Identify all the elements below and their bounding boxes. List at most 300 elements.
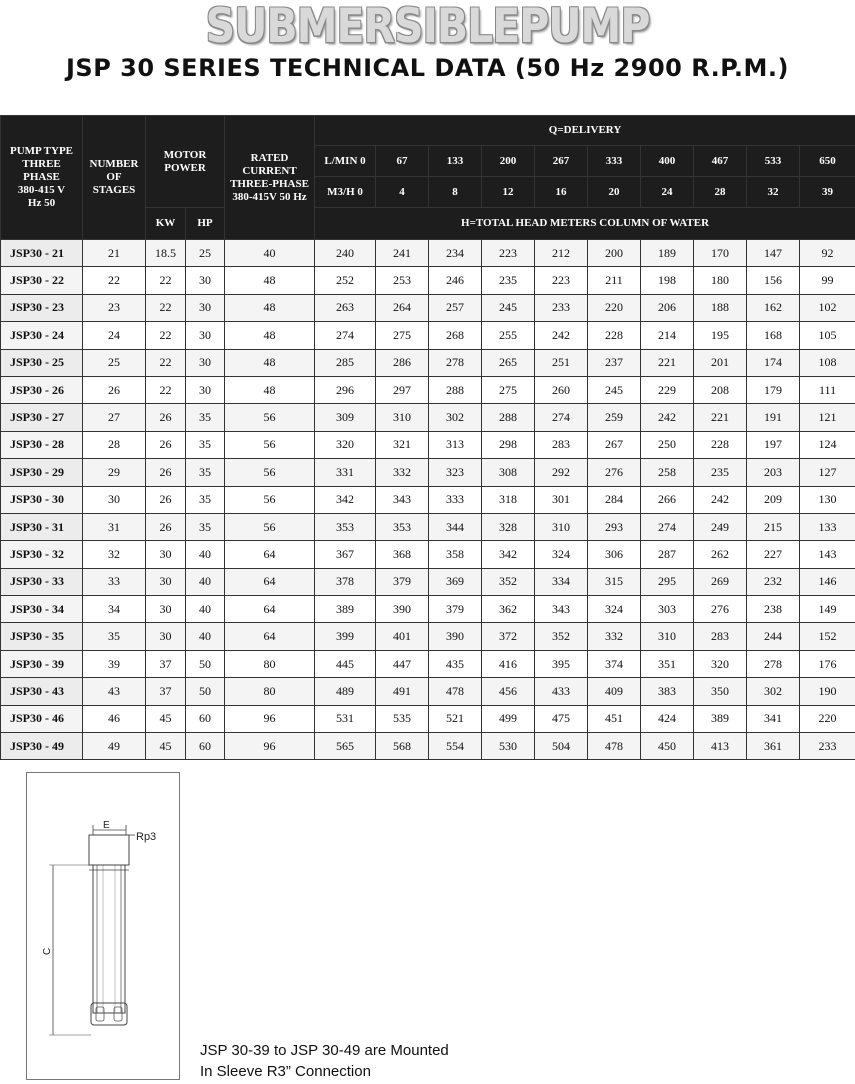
head-value-cell: 491	[376, 678, 429, 705]
table-row	[1, 705, 855, 732]
head-value-cell: 242	[694, 486, 747, 513]
kw-cell: 26	[146, 513, 186, 540]
head-value-cell: 450	[641, 733, 694, 760]
kw-cell: 45	[146, 705, 186, 732]
header-lmin-value: 467	[694, 146, 747, 177]
header-m3h-value: 39	[800, 177, 855, 208]
header-lmin-value: 333	[588, 146, 641, 177]
header-m3h-value: 20	[588, 177, 641, 208]
head-value-cell: 268	[429, 322, 482, 349]
pump-type-cell: JSP30 - 49	[1, 733, 83, 760]
hp-cell: 35	[186, 486, 225, 513]
head-value-cell: 389	[315, 596, 376, 623]
current-cell: 96	[225, 733, 315, 760]
hp-cell: 30	[186, 294, 225, 321]
head-value-cell: 229	[641, 376, 694, 403]
head-value-cell: 342	[315, 486, 376, 513]
current-cell: 48	[225, 294, 315, 321]
stages-cell: 46	[83, 705, 146, 732]
head-value-cell: 475	[535, 705, 588, 732]
head-value-cell: 401	[376, 623, 429, 650]
kw-cell: 22	[146, 267, 186, 294]
kw-cell: 22	[146, 376, 186, 403]
head-value-cell: 233	[535, 294, 588, 321]
current-cell: 48	[225, 267, 315, 294]
head-value-cell: 379	[376, 568, 429, 595]
head-value-cell: 521	[429, 705, 482, 732]
header-lmin-label: L/MIN 0	[315, 146, 376, 177]
table-row	[1, 294, 855, 321]
head-value-cell: 188	[694, 294, 747, 321]
head-value-cell: 313	[429, 431, 482, 458]
head-value-cell: 152	[800, 623, 855, 650]
head-value-cell: 133	[800, 513, 855, 540]
head-value-cell: 170	[694, 240, 747, 267]
head-value-cell: 275	[482, 376, 535, 403]
hp-cell: 30	[186, 267, 225, 294]
current-cell: 48	[225, 322, 315, 349]
stages-cell: 31	[83, 513, 146, 540]
head-value-cell: 266	[641, 486, 694, 513]
stages-cell: 26	[83, 376, 146, 403]
head-value-cell: 274	[535, 404, 588, 431]
head-value-cell: 333	[429, 486, 482, 513]
dimension-c-label: C	[42, 948, 53, 955]
hp-cell: 60	[186, 705, 225, 732]
hp-cell: 40	[186, 596, 225, 623]
stages-cell: 24	[83, 322, 146, 349]
head-value-cell: 309	[315, 404, 376, 431]
kw-cell: 22	[146, 294, 186, 321]
hp-cell: 50	[186, 678, 225, 705]
stages-cell: 34	[83, 596, 146, 623]
head-value-cell: 310	[535, 513, 588, 540]
header-m3h-value: 32	[747, 177, 800, 208]
head-value-cell: 180	[694, 267, 747, 294]
header-lmin-value: 400	[641, 146, 694, 177]
header-m3h-value: 4	[376, 177, 429, 208]
head-value-cell: 278	[747, 650, 800, 677]
header-pump-type: PUMP TYPE THREE PHASE 380-415 V Hz 50	[1, 116, 83, 240]
head-value-cell: 209	[747, 486, 800, 513]
pump-dimension-drawing	[26, 772, 180, 1080]
head-value-cell: 554	[429, 733, 482, 760]
header-m3h-value: 24	[641, 177, 694, 208]
head-value-cell: 246	[429, 267, 482, 294]
head-value-cell: 328	[482, 513, 535, 540]
table-header	[1, 116, 855, 240]
stages-cell: 27	[83, 404, 146, 431]
head-value-cell: 201	[694, 349, 747, 376]
head-value-cell: 197	[747, 431, 800, 458]
table-row	[1, 349, 855, 376]
header-lmin-value: 267	[535, 146, 588, 177]
current-cell: 48	[225, 349, 315, 376]
pump-type-cell: JSP30 - 39	[1, 650, 83, 677]
head-value-cell: 331	[315, 459, 376, 486]
head-value-cell: 250	[641, 431, 694, 458]
head-value-cell: 232	[747, 568, 800, 595]
pump-type-cell: JSP30 - 43	[1, 678, 83, 705]
header-rated-current: RATED CURRENT THREE-PHASE 380-415V 50 Hz	[225, 116, 315, 240]
table-row	[1, 267, 855, 294]
technical-data-table	[0, 115, 855, 760]
head-value-cell: 124	[800, 431, 855, 458]
kw-cell: 30	[146, 568, 186, 595]
header-lmin-value: 533	[747, 146, 800, 177]
header-m3h-value: 16	[535, 177, 588, 208]
thread-rp3-label: Rp3	[136, 831, 156, 843]
hp-cell: 40	[186, 541, 225, 568]
head-value-cell: 285	[315, 349, 376, 376]
header-lmin-value: 67	[376, 146, 429, 177]
head-value-cell: 262	[694, 541, 747, 568]
hp-cell: 30	[186, 376, 225, 403]
pump-type-cell: JSP30 - 29	[1, 459, 83, 486]
head-value-cell: 310	[641, 623, 694, 650]
kw-cell: 22	[146, 322, 186, 349]
hp-cell: 30	[186, 349, 225, 376]
head-value-cell: 416	[482, 650, 535, 677]
table-row	[1, 404, 855, 431]
head-value-cell: 478	[588, 733, 641, 760]
kw-cell: 37	[146, 650, 186, 677]
header-lmin-value: 200	[482, 146, 535, 177]
head-value-cell: 92	[800, 240, 855, 267]
kw-cell: 37	[146, 678, 186, 705]
head-value-cell: 195	[694, 322, 747, 349]
head-value-cell: 367	[315, 541, 376, 568]
head-value-cell: 235	[694, 459, 747, 486]
head-value-cell: 321	[376, 431, 429, 458]
brand-banner	[0, 0, 855, 52]
current-cell: 56	[225, 459, 315, 486]
head-value-cell: 189	[641, 240, 694, 267]
head-value-cell: 263	[315, 294, 376, 321]
hp-cell: 35	[186, 404, 225, 431]
current-cell: 64	[225, 568, 315, 595]
head-value-cell: 318	[482, 486, 535, 513]
head-value-cell: 208	[694, 376, 747, 403]
head-value-cell: 253	[376, 267, 429, 294]
head-value-cell: 221	[694, 404, 747, 431]
head-value-cell: 504	[535, 733, 588, 760]
head-value-cell: 368	[376, 541, 429, 568]
head-value-cell: 228	[588, 322, 641, 349]
table-body	[1, 240, 855, 760]
head-value-cell: 378	[315, 568, 376, 595]
hp-cell: 30	[186, 322, 225, 349]
kw-cell: 22	[146, 349, 186, 376]
pump-type-cell: JSP30 - 28	[1, 431, 83, 458]
current-cell: 56	[225, 513, 315, 540]
head-value-cell: 227	[747, 541, 800, 568]
head-value-cell: 424	[641, 705, 694, 732]
current-cell: 64	[225, 541, 315, 568]
pump-type-cell: JSP30 - 21	[1, 240, 83, 267]
head-value-cell: 257	[429, 294, 482, 321]
header-m3h-value: 8	[429, 177, 482, 208]
head-value-cell: 237	[588, 349, 641, 376]
head-value-cell: 283	[694, 623, 747, 650]
head-value-cell: 350	[694, 678, 747, 705]
kw-cell: 26	[146, 404, 186, 431]
head-value-cell: 211	[588, 267, 641, 294]
head-value-cell: 344	[429, 513, 482, 540]
table-row	[1, 733, 855, 760]
header-total-head: H=TOTAL HEAD METERS COLUMN OF WATER	[315, 208, 855, 240]
head-value-cell: 220	[588, 294, 641, 321]
head-value-cell: 127	[800, 459, 855, 486]
head-value-cell: 287	[641, 541, 694, 568]
header-m3h-value: 28	[694, 177, 747, 208]
head-value-cell: 214	[641, 322, 694, 349]
kw-cell: 30	[146, 541, 186, 568]
head-value-cell: 215	[747, 513, 800, 540]
stages-cell: 32	[83, 541, 146, 568]
head-value-cell: 362	[482, 596, 535, 623]
head-value-cell: 310	[376, 404, 429, 431]
head-value-cell: 342	[482, 541, 535, 568]
head-value-cell: 456	[482, 678, 535, 705]
hp-cell: 35	[186, 459, 225, 486]
head-value-cell: 320	[315, 431, 376, 458]
head-value-cell: 409	[588, 678, 641, 705]
head-value-cell: 374	[588, 650, 641, 677]
header-kw: KW	[146, 208, 186, 240]
head-value-cell: 252	[315, 267, 376, 294]
head-value-cell: 143	[800, 541, 855, 568]
head-value-cell: 433	[535, 678, 588, 705]
head-value-cell: 240	[315, 240, 376, 267]
kw-cell: 45	[146, 733, 186, 760]
head-value-cell: 530	[482, 733, 535, 760]
head-value-cell: 390	[376, 596, 429, 623]
head-value-cell: 212	[535, 240, 588, 267]
head-value-cell: 568	[376, 733, 429, 760]
head-value-cell: 308	[482, 459, 535, 486]
head-value-cell: 283	[535, 431, 588, 458]
current-cell: 56	[225, 486, 315, 513]
stages-cell: 33	[83, 568, 146, 595]
head-value-cell: 241	[376, 240, 429, 267]
head-value-cell: 399	[315, 623, 376, 650]
pump-type-cell: JSP30 - 30	[1, 486, 83, 513]
table-row	[1, 376, 855, 403]
head-value-cell: 341	[747, 705, 800, 732]
head-value-cell: 499	[482, 705, 535, 732]
head-value-cell: 303	[641, 596, 694, 623]
head-value-cell: 258	[641, 459, 694, 486]
head-value-cell: 323	[429, 459, 482, 486]
pump-outline-svg	[27, 773, 179, 1079]
head-value-cell: 223	[535, 267, 588, 294]
table-row	[1, 596, 855, 623]
head-value-cell: 179	[747, 376, 800, 403]
head-value-cell: 292	[535, 459, 588, 486]
head-value-cell: 413	[694, 733, 747, 760]
head-value-cell: 352	[482, 568, 535, 595]
head-value-cell: 190	[800, 678, 855, 705]
stages-cell: 39	[83, 650, 146, 677]
head-value-cell: 302	[429, 404, 482, 431]
head-value-cell: 531	[315, 705, 376, 732]
head-value-cell: 162	[747, 294, 800, 321]
head-value-cell: 489	[315, 678, 376, 705]
head-value-cell: 245	[482, 294, 535, 321]
head-value-cell: 176	[800, 650, 855, 677]
kw-cell: 30	[146, 596, 186, 623]
kw-cell: 26	[146, 431, 186, 458]
current-cell: 80	[225, 678, 315, 705]
head-value-cell: 267	[588, 431, 641, 458]
hp-cell: 50	[186, 650, 225, 677]
pump-type-cell: JSP30 - 27	[1, 404, 83, 431]
table-row	[1, 459, 855, 486]
head-value-cell: 535	[376, 705, 429, 732]
head-value-cell: 383	[641, 678, 694, 705]
head-value-cell: 284	[588, 486, 641, 513]
header-q-delivery: Q=DELIVERY	[315, 116, 855, 146]
head-value-cell: 324	[588, 596, 641, 623]
table-row	[1, 513, 855, 540]
head-value-cell: 478	[429, 678, 482, 705]
stages-cell: 30	[83, 486, 146, 513]
stages-cell: 43	[83, 678, 146, 705]
head-value-cell: 324	[535, 541, 588, 568]
head-value-cell: 238	[747, 596, 800, 623]
current-cell: 56	[225, 431, 315, 458]
mounting-note	[200, 1040, 449, 1082]
head-value-cell: 233	[800, 733, 855, 760]
header-hp: HP	[186, 208, 225, 240]
head-value-cell: 286	[376, 349, 429, 376]
head-value-cell: 332	[588, 623, 641, 650]
pump-type-cell: JSP30 - 35	[1, 623, 83, 650]
table-row	[1, 431, 855, 458]
kw-cell: 26	[146, 459, 186, 486]
pump-type-cell: JSP30 - 34	[1, 596, 83, 623]
head-value-cell: 198	[641, 267, 694, 294]
pump-type-cell: JSP30 - 25	[1, 349, 83, 376]
hp-cell: 35	[186, 513, 225, 540]
head-value-cell: 445	[315, 650, 376, 677]
head-value-cell: 242	[641, 404, 694, 431]
head-value-cell: 249	[694, 513, 747, 540]
header-m3h-value: 12	[482, 177, 535, 208]
head-value-cell: 351	[641, 650, 694, 677]
head-value-cell: 301	[535, 486, 588, 513]
head-value-cell: 306	[588, 541, 641, 568]
head-value-cell: 275	[376, 322, 429, 349]
head-value-cell: 220	[800, 705, 855, 732]
head-value-cell: 390	[429, 623, 482, 650]
head-value-cell: 264	[376, 294, 429, 321]
head-value-cell: 395	[535, 650, 588, 677]
stages-cell: 28	[83, 431, 146, 458]
head-value-cell: 259	[588, 404, 641, 431]
table-row	[1, 568, 855, 595]
current-cell: 80	[225, 650, 315, 677]
table-row	[1, 623, 855, 650]
table-row	[1, 541, 855, 568]
pump-type-cell: JSP30 - 24	[1, 322, 83, 349]
note-line-2: In Sleeve R3” Connection	[200, 1061, 449, 1082]
head-value-cell: 147	[747, 240, 800, 267]
head-value-cell: 276	[694, 596, 747, 623]
header-motor-power: MOTOR POWER	[146, 116, 225, 208]
head-value-cell: 102	[800, 294, 855, 321]
hp-cell: 40	[186, 568, 225, 595]
head-value-cell: 358	[429, 541, 482, 568]
head-value-cell: 447	[376, 650, 429, 677]
head-value-cell: 146	[800, 568, 855, 595]
head-value-cell: 108	[800, 349, 855, 376]
head-value-cell: 260	[535, 376, 588, 403]
head-value-cell: 343	[376, 486, 429, 513]
page-title: JSP 30 SERIES TECHNICAL DATA (50 Hz 2900 R.P.M.)	[0, 54, 855, 82]
head-value-cell: 105	[800, 322, 855, 349]
hp-cell: 60	[186, 733, 225, 760]
note-line-1: JSP 30-39 to JSP 30-49 are Mounted	[200, 1040, 449, 1061]
head-value-cell: 435	[429, 650, 482, 677]
hp-cell: 35	[186, 431, 225, 458]
head-value-cell: 334	[535, 568, 588, 595]
head-value-cell: 255	[482, 322, 535, 349]
head-value-cell: 221	[641, 349, 694, 376]
current-cell: 96	[225, 705, 315, 732]
head-value-cell: 320	[694, 650, 747, 677]
head-value-cell: 352	[535, 623, 588, 650]
current-cell: 56	[225, 404, 315, 431]
head-value-cell: 99	[800, 267, 855, 294]
stages-cell: 35	[83, 623, 146, 650]
head-value-cell: 332	[376, 459, 429, 486]
head-value-cell: 274	[641, 513, 694, 540]
current-cell: 64	[225, 596, 315, 623]
head-value-cell: 315	[588, 568, 641, 595]
head-value-cell: 379	[429, 596, 482, 623]
header-stages: NUMBER OF STAGES	[83, 116, 146, 240]
head-value-cell: 191	[747, 404, 800, 431]
stages-cell: 22	[83, 267, 146, 294]
banner-title: SUBMERSIBLEPUMP	[206, 0, 650, 54]
pump-type-cell: JSP30 - 32	[1, 541, 83, 568]
head-value-cell: 200	[588, 240, 641, 267]
table-row	[1, 678, 855, 705]
kw-cell: 30	[146, 623, 186, 650]
head-value-cell: 235	[482, 267, 535, 294]
head-value-cell: 298	[482, 431, 535, 458]
current-cell: 64	[225, 623, 315, 650]
head-value-cell: 244	[747, 623, 800, 650]
kw-cell: 18.5	[146, 240, 186, 267]
kw-cell: 26	[146, 486, 186, 513]
head-value-cell: 451	[588, 705, 641, 732]
pump-type-cell: JSP30 - 31	[1, 513, 83, 540]
head-value-cell: 353	[315, 513, 376, 540]
current-cell: 48	[225, 376, 315, 403]
stages-cell: 29	[83, 459, 146, 486]
head-value-cell: 223	[482, 240, 535, 267]
head-value-cell: 343	[535, 596, 588, 623]
head-value-cell: 565	[315, 733, 376, 760]
head-value-cell: 369	[429, 568, 482, 595]
head-value-cell: 302	[747, 678, 800, 705]
table-row	[1, 650, 855, 677]
head-value-cell: 242	[535, 322, 588, 349]
head-value-cell: 251	[535, 349, 588, 376]
